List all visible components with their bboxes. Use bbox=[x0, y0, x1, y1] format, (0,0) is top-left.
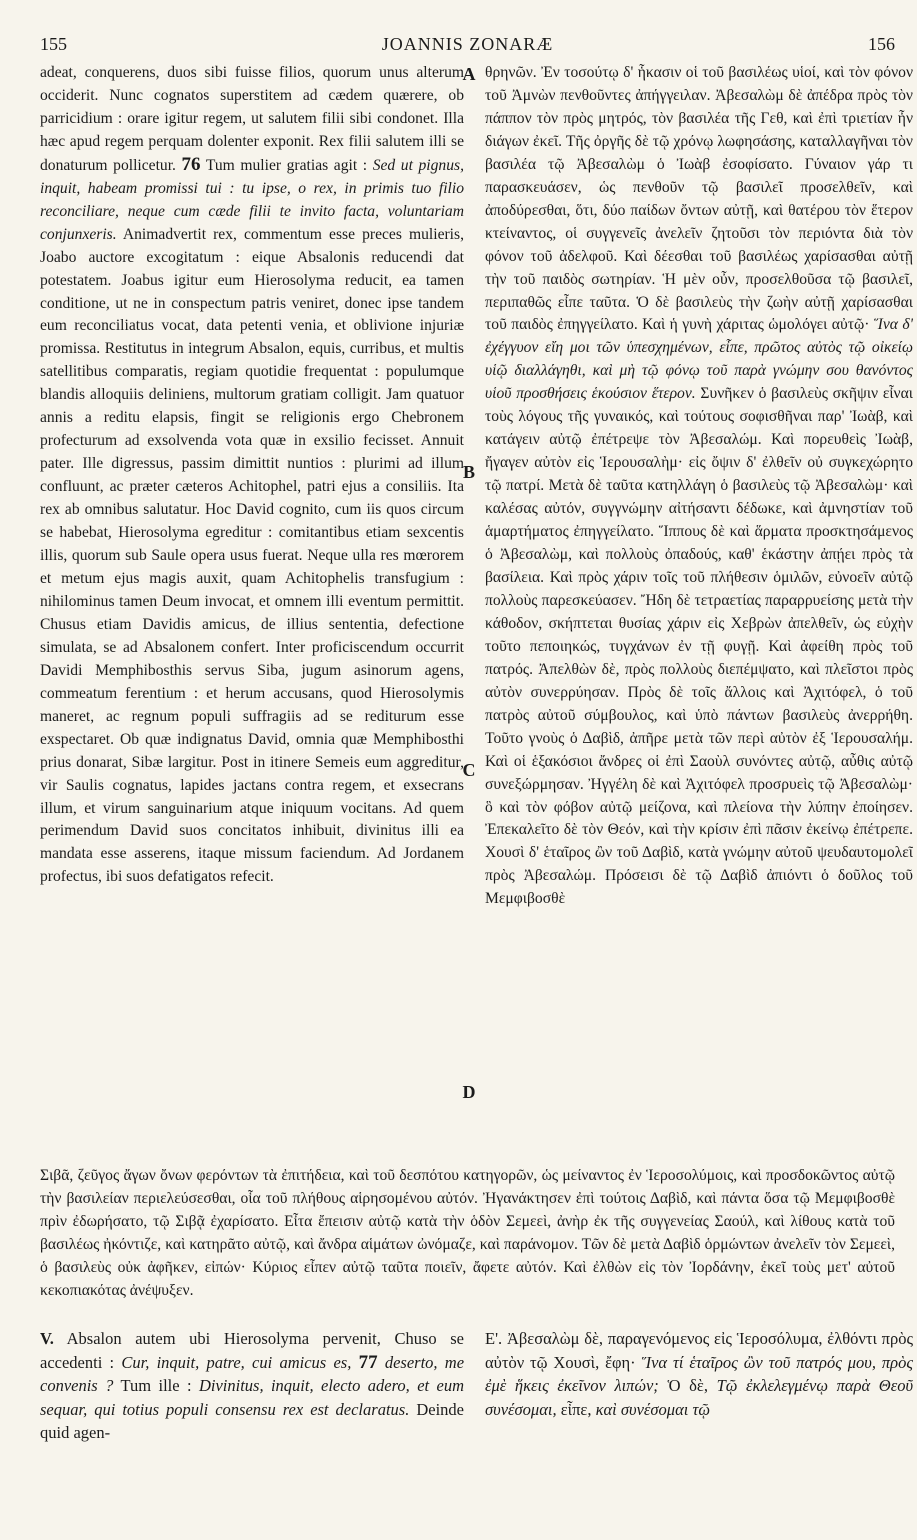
section-v bbox=[40, 1327, 913, 1527]
margin-marker-d: D bbox=[462, 1082, 476, 1102]
latin-column bbox=[40, 62, 464, 1164]
latin-text: Tum ille : bbox=[120, 1376, 192, 1395]
latin-text: adeat, conquerens, duos sibi fuisse filios, quorum unus alterum occiderit. Nunc cognatos superstitem ad cædem quærere, ob parricidium : orare igitur regem, ut salutem filii sibi condonet. Illa hæc apud regem perquam dolenter exponit. Rex filii salutem illi se donaturum pollicetur. bbox=[40, 64, 464, 174]
page-number-right: 156 bbox=[868, 34, 895, 54]
section-number-77: 77 bbox=[358, 1351, 378, 1373]
greek-quote: καὶ συνέσομαι τῷ bbox=[595, 1399, 711, 1419]
running-title: JOANNIS ZONARÆ bbox=[381, 34, 554, 54]
latin-quote: Sed ut pignus, inquit, habeam promissi tui : tu ipse, o rex, in primis tuo filio reconciliare, neque cum cæde filii te invito facta, voluntariam conjunxeris. bbox=[40, 156, 464, 243]
greek-paragraph-wide: Σιβᾶ, ζεῦγος ἄγων ὄνων φερόντων τὰ ἐπιτήδεια, καὶ τοῦ δεσπότου κατηγορῶν, ὡς μείναντος ἐν Ἱεροσολύμοις, καὶ προσδοκῶντος αὐτῷ τὴν βασιλείαν περιελεύσεσθαι, οἷα τοῦ πλήθους αἱρησομένου αὐτόν. Ἠγανάκτησεν ἐπὶ τούτοις Δαβὶδ, καὶ πάντα ὅσα τῷ Μεμφιβοσθὲ πρὶν ἐδωρήσατο, τῷ Σιβᾷ ἐχαρίσατο. Εἶτα ἔπεισιν αὐτῷ κατὰ τὴν ὁδὸν Σεμεεὶ, ἀνὴρ ἐκ τῆς συγγενείας Σαούλ, καὶ λίθους κατὰ τοῦ βασιλέως ἠκόντιζε, καὶ κατηρᾶτο αὐτῷ, καὶ ἄνδρα αἱμάτων ὠνόμαζε, καὶ παράνομον. Τῶν δὲ μετὰ Δαβὶδ ὁρμώντων ἀνελεῖν τὸν Σεμεεὶ, ὁ βασιλεὺς οὐκ ἀφῆκεν, εἰπών· Κύριος εἶπεν αὐτῷ ταῦτα ποιεῖν, ἄφετε αὐτόν. Καὶ ἐλθὼν εἰς τὸν Ἰορδάνην, ἐκεῖ τοὺς μετ' αὐτοῦ κεκοπιακότας ἀνέψυξεν. bbox=[40, 1167, 895, 1299]
margin-marker-a: A bbox=[462, 64, 476, 84]
greek-text: Ὁ δὲ, bbox=[667, 1376, 708, 1395]
greek-quote: Ἵνα δ' ἐχέγγυον εἴη μοι τῶν ὑπεσχημένων, εἶπε, πρῶτος αὐτὸς τῷ οἰκείῳ υἱῷ διαλλάγηθι, καὶ μὴ τῷ φόνῳ τοῦ παρὰ γνώμην σου θανόντος υἱοῦ προσθήσεις ἑκούσιον ἕτερον. bbox=[485, 316, 913, 403]
greek-column bbox=[485, 62, 913, 1164]
full-width-greek bbox=[40, 1165, 895, 1323]
greek-quote: Ἵνα τί ἑταῖρος ὢν τοῦ πατρός μου, πρὸς ἐμὲ ἥκεις ἐκεῖνον λιπών; bbox=[485, 1352, 913, 1395]
latin-text: Animadvertit rex, commentum esse preces mulieris, Joabo auctore excogitatum : eique Absalonis reducendi dat potestatem. Joabus igitur eum Hierosolyma reducit, ea tamen conditione, ut ne in conspectum patris veniret, donec ipse tandem eum reconciliatus vocat, data petenti venia, et oblivione injuriæ promissa. Restitutus in integrum Absalon, equis, curribus, et multis satellitibus comparatis, regiam quotidie frequentat : populumque blandis alloquiis deliniens, multorum gratiam colligit. Jam quatuor annis a reditu elapsis, fingit se religionis ergo Chebronem profecturum ad exsolvenda vota quæ in exsilio fecisset. Annuit pater. Ille digressus, passim dimittit nuntios : plurimi ad illum confluunt, ac præter cæteros Achitophel, patri ejus a consiliis. Ita rex ab omnibus salutatur. Hoc David cognito, cum iis quos circum se habebat, Hierosolyma egreditur : comitantibus etiam sexcentis illis, quorum sub Saule opera usus fuerat. Neque ulla res mœrorem et metum ejus magis auxit, quam Achitophelis transfugium : nihilominus tamen Deum invocat, et omnem illi eventum permittit. Chusus etiam Davidis amicus, de illius sententia, defectione simulata, se ad Absalonem confert. Inter proficiscendum occurrit Davidi Memphibosthis servus Siba, jugum asinorum agens, commeatum ferentium : et herum accusans, quod Hierosolymis maneret, ac regnum populi suffragiis ad se rediturum esse exspectaret. Ob quæ indignatus David, omnia quæ Memphibosthi prius donarat, Sibæ largitur. Post in itinere Semeis eum aggreditur, vir Saulis cognatus, lapides jactans contra regem, et exsecrans illum, et virum sanguinarium atque iniquum vocitans. Ad quem perimendum David suos concitatos inhibuit, divinitus illi ea mandata esse asserens, itaque missum faciendum. Ad Jordanem profectus, ibi suos defatigatos refecit. bbox=[40, 225, 464, 886]
greek-column-bottom bbox=[485, 1327, 913, 1527]
latin-text: Absalon autem ubi Hierosolyma pervenit, Chuso se accedenti : bbox=[40, 1329, 464, 1372]
section-number-76: 76 bbox=[181, 153, 201, 175]
two-column-body bbox=[40, 62, 913, 1164]
greek-text: θρηνῶν. Ἐν τοσούτῳ δ' ἧκασιν οἱ τοῦ βασιλέως υἱοί, καὶ τὸν φόνον τοῦ Ἀμνὼν πενθοῦντες ἀπήγγειλαν. Ἀβεσαλὼμ δὲ ἀπέδρα πρὸς τὸν πάππον τὸν πρὸς μητρός, τὸν βασιλέα τῆς Γεθ, καὶ ἐπὶ τριετίαν ἦν διάγων ἐκεῖ. Τῆς ὀργῆς δὲ τῷ χρόνῳ λωφησάσης, καταλλαγῆναι τὸν βασιλέα τῷ Ἀβεσαλὼμ ὁ Ἰωὰβ ἐσοφίσατο. Γύναιον γάρ τι παρασκευάσεν, ὡς πενθοῦν τῷ βασιλεῖ προσελθεῖν, καὶ ἀποδύρεσθαι, ὅτι, δύο παίδων ὄντων αὐτῇ, καὶ θατέρου τὸν ἕτερον κτείναντος, οἱ συγγενεῖς ἀνελεῖν ζητοῦσι τὸν περιόντα διὰ τὸν φόνον τοῦ ἀδελφοῦ. Καὶ δέεσθαι τοῦ βασιλέως χαρίσασθαι αὐτῇ τὴν τοῦ παιδὸς σωτηρίαν. Ἡ μὲν οὖν, προσελθοῦσα τῷ βασιλεῖ, περιπαθῶς εἶπε ταῦτα. Ὁ δὲ βασιλεὺς τὴν ζωὴν αὐτῇ χαρίσασθαι τοῦ παιδὸς ἐπηγγείλατο. Καὶ ἡ γυνὴ χάριτας ὡμολόγει αὐτῷ· bbox=[485, 64, 913, 334]
latin-paragraph bbox=[40, 62, 464, 889]
latin-text: Deinde quid agen- bbox=[40, 1399, 464, 1442]
latin-text: Tum mulier gratias agit : bbox=[205, 156, 368, 174]
section-heading-greek: Ε'. bbox=[485, 1329, 503, 1348]
margin-marker-b: B bbox=[462, 462, 475, 482]
latin-column-bottom bbox=[40, 1327, 464, 1527]
greek-quote: Τῷ ἐκλελεγμένῳ παρὰ Θεοῦ συνέσομαι, bbox=[485, 1376, 913, 1419]
greek-text: Ἀβεσαλὼμ δὲ, παραγενόμενος εἰς Ἱεροσόλυμα, ἐλθόντι πρὸς αὐτὸν τῷ Χουσὶ, ἔφη· bbox=[485, 1329, 913, 1372]
greek-paragraph bbox=[485, 62, 913, 911]
latin-quote: Cur, inquit, patre, cui amicus es, bbox=[121, 1352, 352, 1372]
section-heading-latin: V. bbox=[40, 1329, 54, 1348]
latin-quote: Divinitus, inquit, electo adero, et eum sequar, qui totius populi consensu rex est declaratus. bbox=[40, 1376, 464, 1419]
margin-marker-c: C bbox=[462, 760, 476, 780]
latin-quote: deserto, me convenis ? bbox=[40, 1352, 464, 1395]
greek-paragraph bbox=[485, 1327, 913, 1421]
page-number-left: 155 bbox=[40, 34, 67, 54]
greek-text: Συνῆκεν ὁ βασιλεὺς σκῆψιν εἶναι τοὺς λόγους τῆς γυναικός, καὶ τούτους σοφισθῆναι παρ' Ἰωὰβ, καὶ κατάγειν αὐτῷ ἐπέτρεψε τὸν Ἀβεσαλώμ. Καὶ πορευθεὶς Ἰωὰβ, ἤγαγεν αὐτὸν εἰς Ἱερουσαλὴμ· εἰς ὄψιν δ' ἐλθεῖν οὐ συγκεχώρητο τῷ πατρί. Μετὰ δὲ ταῦτα κατηλλάγη ὁ βασιλεὺς τῷ Ἀβεσαλὼμ· καὶ καλέσας αὐτόν, συγγνώμην αἰτήσαντι δέδωκε, καὶ ἀμνηστίαν τοῦ ἁμαρτήματος ἐπηγγείλατο. Ἵππους δὲ καὶ ἅρματα προσκτησάμενος ὁ Ἀβεσαλὼμ, καὶ πολλοὺς ὀπαδούς, καθ' ἑκάστην ἀπῄει πρὸς τὰ βασίλεια. Καὶ πρὸς χάριν τοῖς τοῦ πλήθεσιν ὁμιλῶν, εὐνοεῖν αὐτῷ πολλοὺς παρεσκεύασεν. Ἤδη δὲ τετραετίας παραρρυείσης μετὰ τὴν κάθοδον, σκήπτεται θυσίας χάριν εἰς Χεβρὼν ἀπελθεῖν, ὡς εὐχὴν τοῦτο πεποιηκώς, τυγχάνων ἐν τῇ φυγῇ. Καὶ ἀφείθη πρὸς τοῦ πατρός. Ἀπελθὼν δὲ, πρὸς πολλοὺς διεπέμψατο, καὶ πλεῖστοι πρὸς αὐτὸν συνερρύησαν. Πρὸς δὲ τοῖς ἄλλοις καὶ Ἀχιτόφελ, ὁ τοῦ πατρὸς αὐτοῦ σύμβουλος, καὶ ὑπὸ πάντων βασιλεὺς ἀνερρήθη. Τοῦτο γνοὺς ὁ Δαβὶδ, ἀπῆρε μετὰ τῶν περὶ αὐτὸν ἐξ Ἱερουσαλήμ. Καὶ οἱ ἑξακόσιοι ἄνδρες οἱ ἐπὶ Σαοὺλ συνόντες αὐτῷ, αὖθις αὐτῷ συνεξώρμησαν. Ἠγγέλη δὲ καὶ Ἀχιτόφελ προσρυεὶς τῷ Ἀβεσαλὼμ· ὃ καὶ τὸν φόβον αὐτῷ μείζονα, καὶ πλείονα τὴν λύπην ἐποίησεν. Ἐπεκαλεῖτο δὲ τὸν Θεόν, καὶ τὴν κρίσιν ἐπὶ πᾶσιν ἐκείνῳ ἐπέτρεπε. Χουσὶ δ' ἑταῖρος ὢν τοῦ Δαβὶδ, κατὰ γνώμην αὐτοῦ ψευδαυτομολεῖ πρὸς Ἀβεσαλώμ. Πρόσεισι δὲ τῷ Δαβὶδ ἀπιόντι ὁ δοῦλος τοῦ Μεμφιβοσθὲ bbox=[485, 385, 913, 908]
latin-paragraph bbox=[40, 1327, 464, 1445]
greek-text: εἶπε, bbox=[560, 1399, 592, 1419]
running-head bbox=[40, 34, 895, 58]
